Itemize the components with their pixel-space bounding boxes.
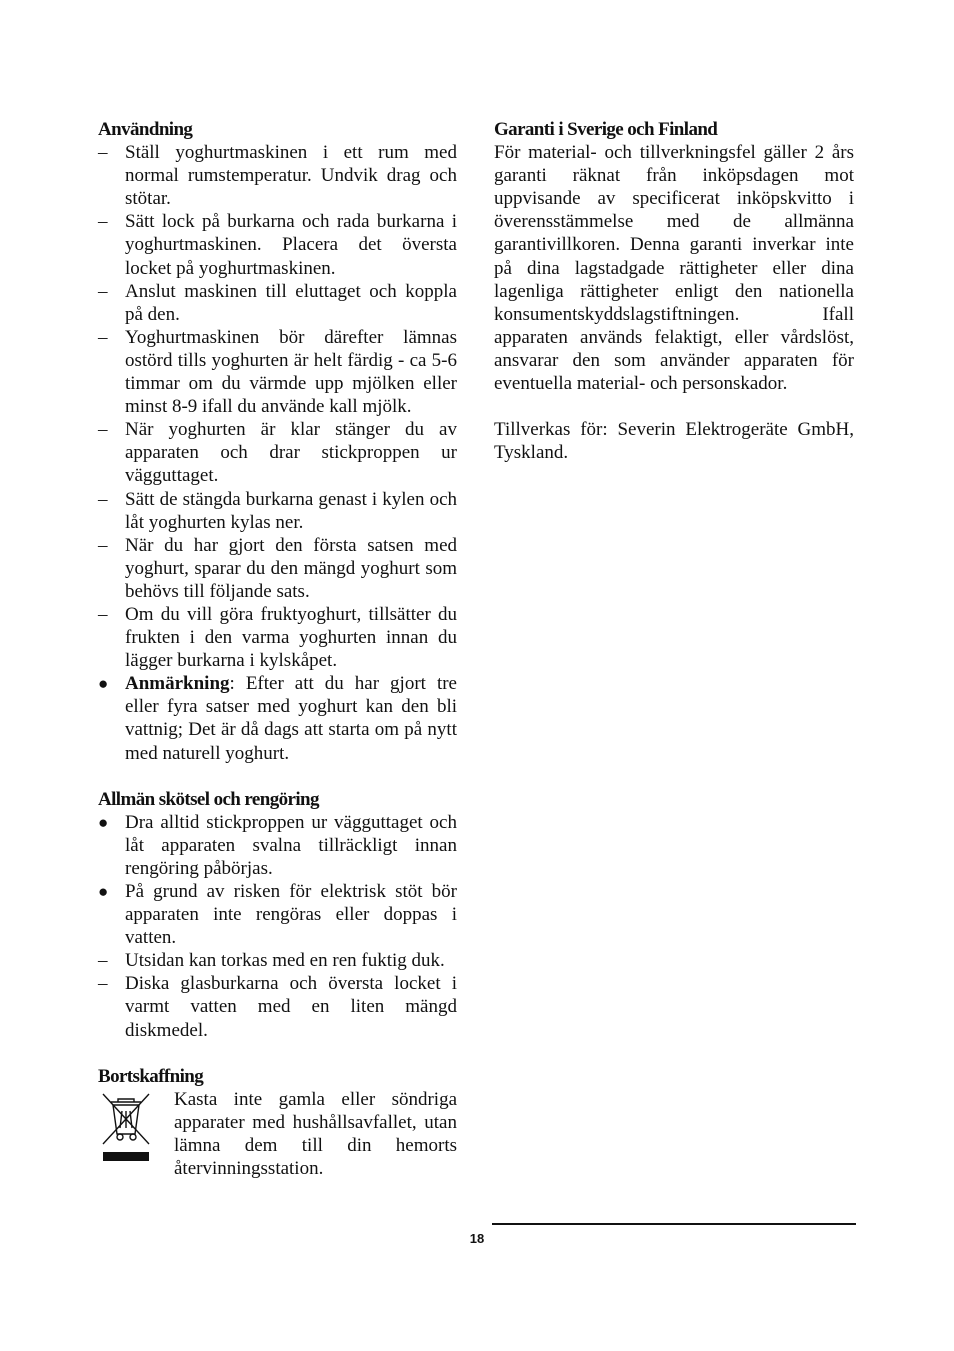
list-item — [98, 949, 457, 972]
disposal-section — [98, 1065, 457, 1180]
list-item — [98, 880, 457, 949]
usage-list — [98, 141, 457, 672]
care-heading: Allmän skötsel och rengöring — [98, 788, 319, 810]
list-item-text: Diska glasburkarna och översta locket i varmt vatten med en liten mängd diskmedel. — [125, 973, 457, 1041]
note-label: Anmärkning — [125, 673, 230, 695]
list-item-text: Ställ yoghurtmaskinen i ett rum med normal rumstemperatur. Undvik drag och stötar. — [125, 142, 457, 210]
dash-marker: – — [98, 950, 108, 972]
list-item — [98, 280, 457, 326]
list-item-text: Sätt de stängda burkarna genast i kylen och låt yoghurten kylas ner. — [125, 488, 457, 533]
note-item — [98, 672, 457, 764]
disposal-heading: Bortskaffning — [98, 1065, 204, 1087]
list-item — [98, 603, 457, 672]
list-item-text: Om du vill göra fruktyoghurt, tillsätter du frukten i den varma yoghurten innan du lägger burkarna i kylskåpet. — [125, 603, 457, 672]
list-item — [98, 972, 457, 1041]
bullet-marker: ● — [98, 812, 109, 832]
dash-marker: – — [98, 603, 108, 625]
left-column — [98, 118, 457, 1203]
dash-marker: – — [98, 211, 108, 233]
note-text: : Efter att du har gjort tre eller fyra satser med yoghurt kan den bli vattnig; Det är då dags att starta om på nytt med naturell yoghurt. — [125, 673, 457, 764]
list-item-text: Yoghurtmaskinen bör därefter lämnas ostörd tills yoghurten är helt färdig - ca 5-6 timmar om du värmde upp mjölken eller minst 8-9 ifall du använde kall mjölk. — [125, 326, 457, 418]
warranty-heading: Garanti i Sverige och Finland — [494, 119, 718, 140]
crossed-out-wheelie-bin-icon — [98, 1088, 174, 1168]
bullet-marker: ● — [98, 882, 109, 901]
list-item — [98, 534, 457, 603]
list-item-text: På grund av risken för elektrisk stöt bör apparaten inte rengöras eller doppas i vatten. — [125, 881, 457, 949]
care-list — [98, 811, 457, 1042]
disposal-text: Kasta inte gamla eller söndriga apparater med hushållsavfallet, utan lämna dem till din hemorts återvinningsstation. — [174, 1088, 457, 1180]
list-item — [98, 811, 457, 880]
list-item-text: Dra alltid stickproppen ur vägguttaget och låt apparaten svalna tillräckligt innan rengöring påbörjas. — [125, 811, 457, 879]
dash-marker: – — [98, 280, 108, 302]
list-item — [98, 141, 457, 210]
list-item-text: När du har gjort den första satsen med yoghurt, sparar du den mängd yoghurt som behövs till följande sats. — [125, 534, 457, 602]
dash-marker: – — [98, 142, 108, 164]
usage-section — [98, 118, 457, 765]
list-item-text: Utsidan kan torkas med en ren fuktig duk. — [125, 950, 445, 972]
list-item — [98, 326, 457, 418]
disposal-row — [98, 1088, 457, 1180]
list-item — [98, 210, 457, 279]
usage-heading: Användning — [98, 119, 193, 140]
warranty-paragraph: För material- och tillverkningsfel gäller 2 års garanti räknat från inköpsdagen mot uppvisande av specificerat inköpskvitto i överensstämmelse med de allmänna garantivillkoren. Denna garanti inverkar inte på dina lagstadgade rättigheter eller dina lagenliga rättigheter enligt den nationella konsumentskyddslagstiftningen. Ifall apparaten används felaktigt, eller vårdslöst, ansvarar den som använder apparaten för eventuella material- och personskador. — [494, 142, 854, 395]
list-item-text: Anslut maskinen till eluttaget och koppla på den. — [125, 280, 457, 325]
list-item-text: Sätt lock på burkarna och rada burkarna i yoghurtmaskinen. Placera det översta locket på yoghurtmaskinen. — [125, 211, 457, 279]
list-item — [98, 488, 457, 534]
dash-marker: – — [98, 534, 108, 556]
care-section — [98, 788, 457, 1042]
page-number: 18 — [469, 1231, 485, 1246]
list-item — [98, 418, 457, 487]
right-column — [494, 118, 854, 487]
warranty-section — [494, 118, 854, 464]
footer-rule — [492, 1223, 856, 1225]
manufacturer-paragraph: Tillverkas för: Severin Elektrogeräte GmbH, Tyskland. — [494, 419, 854, 464]
dash-marker: – — [98, 973, 108, 995]
dash-marker: – — [98, 488, 108, 510]
bullet-marker: ● — [98, 674, 109, 694]
dash-marker: – — [98, 419, 108, 441]
list-item-text: När yoghurten är klar stänger du av apparaten och drar stickproppen ur vägguttaget. — [125, 419, 457, 487]
dash-marker: – — [98, 326, 108, 348]
